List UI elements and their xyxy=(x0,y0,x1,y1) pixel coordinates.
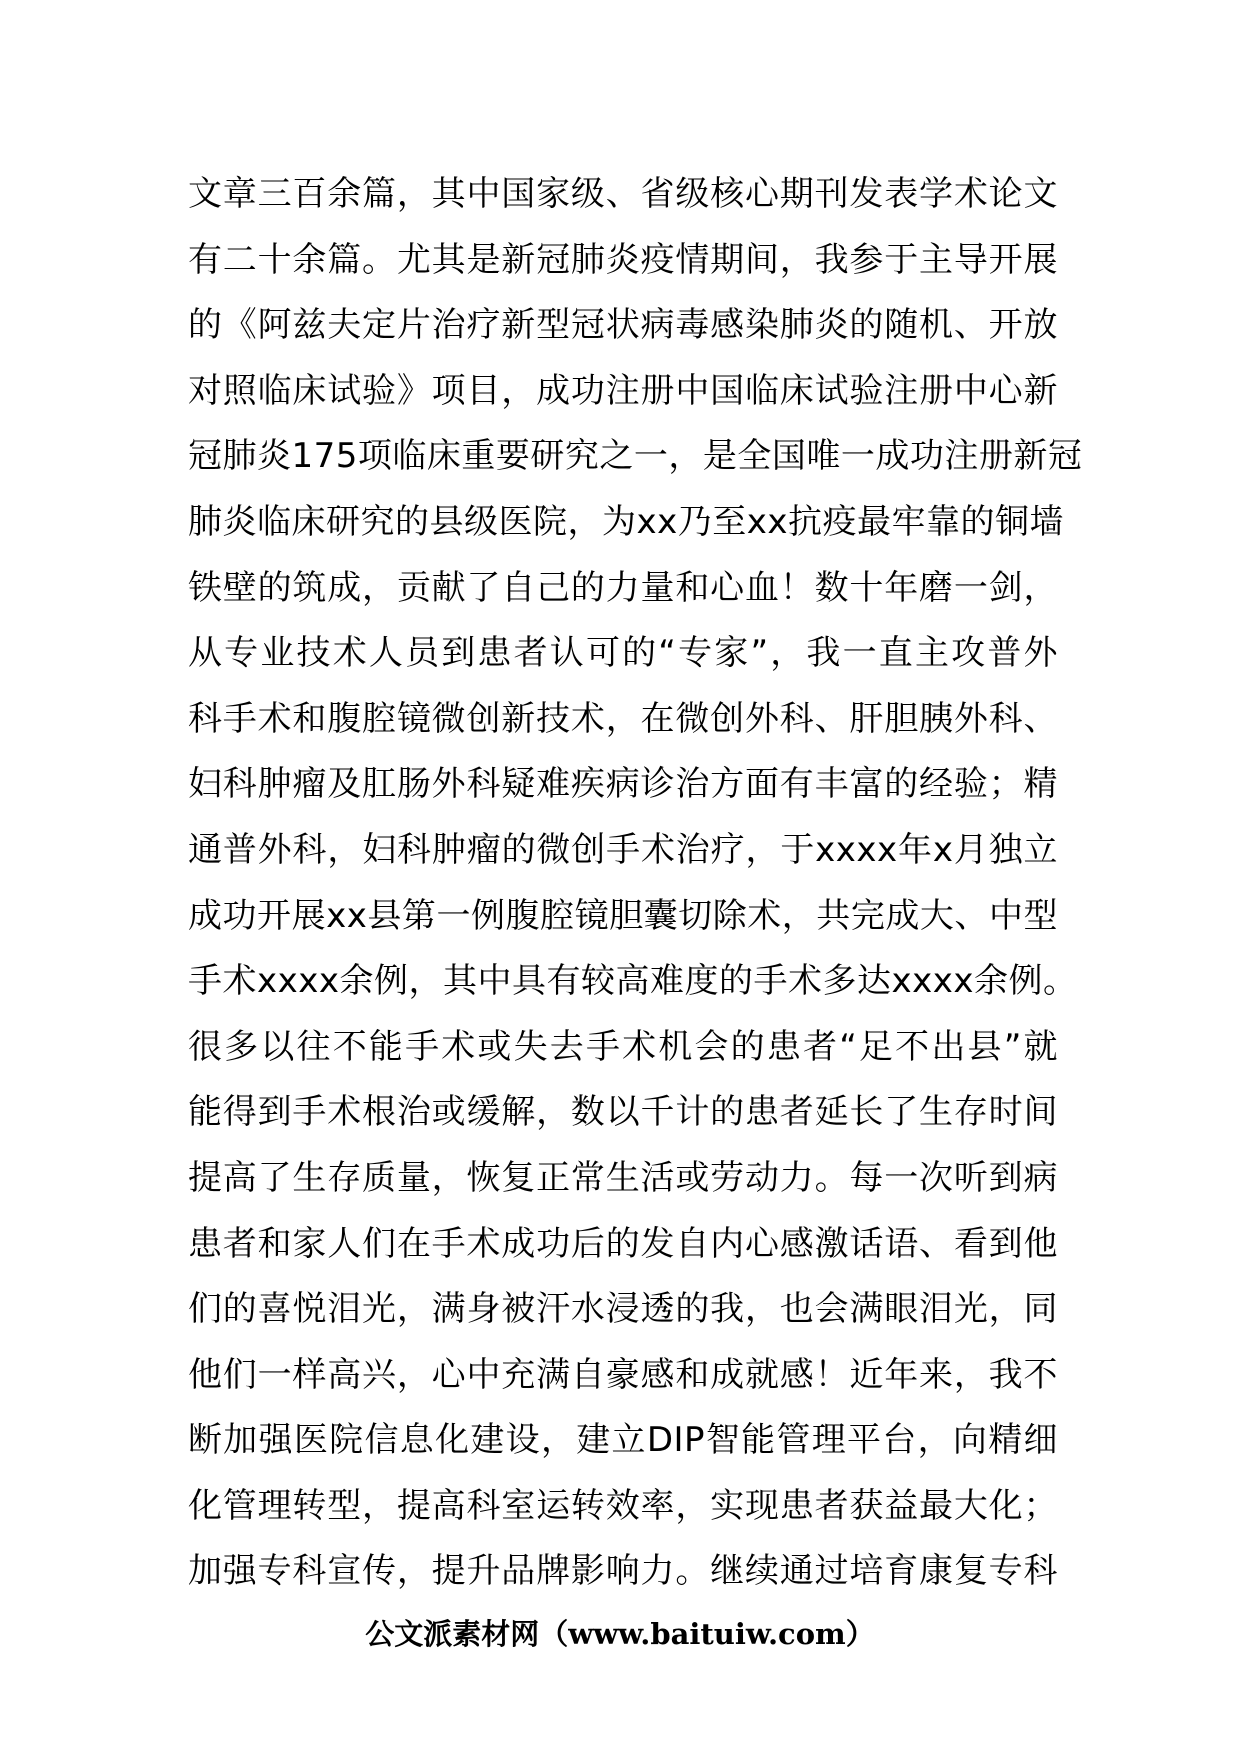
text-line: 对照临床试验》项目，成功注册中国临床试验注册中心新 xyxy=(188,370,1058,411)
text-line: 有二十余篇。尤其是新冠肺炎疫情期间，我参于主导开展 xyxy=(188,239,1058,280)
text-line: 手术xxxx余例，其中具有较高难度的手术多达xxxx余例。 xyxy=(188,961,1078,1002)
text-line: 肺炎临床研究的县级医院，为xx乃至xx抗疫最牢靠的铜墙 xyxy=(188,501,1064,542)
text-line: 成功开展xx县第一例腹腔镜胆囊切除术，共完成大、中型 xyxy=(188,895,1058,936)
text-line: 能得到手术根治或缓解，数以千计的患者延长了生存时间 xyxy=(188,1092,1058,1133)
page-footer: 公文派素材网（www.baituiw.com） xyxy=(365,1617,875,1651)
text-line: 加强专科宣传，提升品牌影响力。继续通过培育康复专科 xyxy=(188,1551,1058,1592)
text-line: 妇科肿瘤及肛肠外科疑难疾病诊治方面有丰富的经验；精 xyxy=(188,764,1058,805)
text-line: 很多以往不能手术或失去手术机会的患者“足不出县”就 xyxy=(188,1026,1058,1067)
document-body xyxy=(188,162,1083,1605)
text-line: 文章三百余篇，其中国家级、省级核心期刊发表学术论文 xyxy=(188,174,1058,214)
text-line: 断加强医院信息化建设，建立DIP智能管理平台，向精细 xyxy=(188,1420,1058,1461)
text-line: 科手术和腹腔镜微创新技术，在微创外科、肝胆胰外科、 xyxy=(188,698,1058,739)
text-line: 他们一样高兴，心中充满自豪感和成就感！近年来，我不 xyxy=(188,1354,1058,1395)
text-line: 化管理转型，提高科室运转效率，实现患者获益最大化； xyxy=(188,1485,1058,1526)
text-line: 提高了生存质量，恢复正常生活或劳动力。每一次听到病 xyxy=(188,1157,1058,1198)
text-line: 患者和家人们在手术成功后的发自内心感激话语、看到他 xyxy=(188,1223,1058,1264)
text-line: 铁壁的筑成，贡献了自己的力量和心血！数十年磨一剑， xyxy=(188,567,1058,608)
text-line: 冠肺炎175项临床重要研究之一，是全国唯一成功注册新冠 xyxy=(188,436,1083,477)
text-line: 通普外科，妇科肿瘤的微创手术治疗，于xxxx年x月独立 xyxy=(188,829,1058,870)
text-line: 们的喜悦泪光，满身被汗水浸透的我，也会满眼泪光，同 xyxy=(188,1289,1058,1330)
text-line: 从专业技术人员到患者认可的“专家”，我一直主攻普外 xyxy=(188,633,1058,674)
text-line: 的《阿兹夫定片治疗新型冠状病毒感染肺炎的随机、开放 xyxy=(188,305,1058,346)
